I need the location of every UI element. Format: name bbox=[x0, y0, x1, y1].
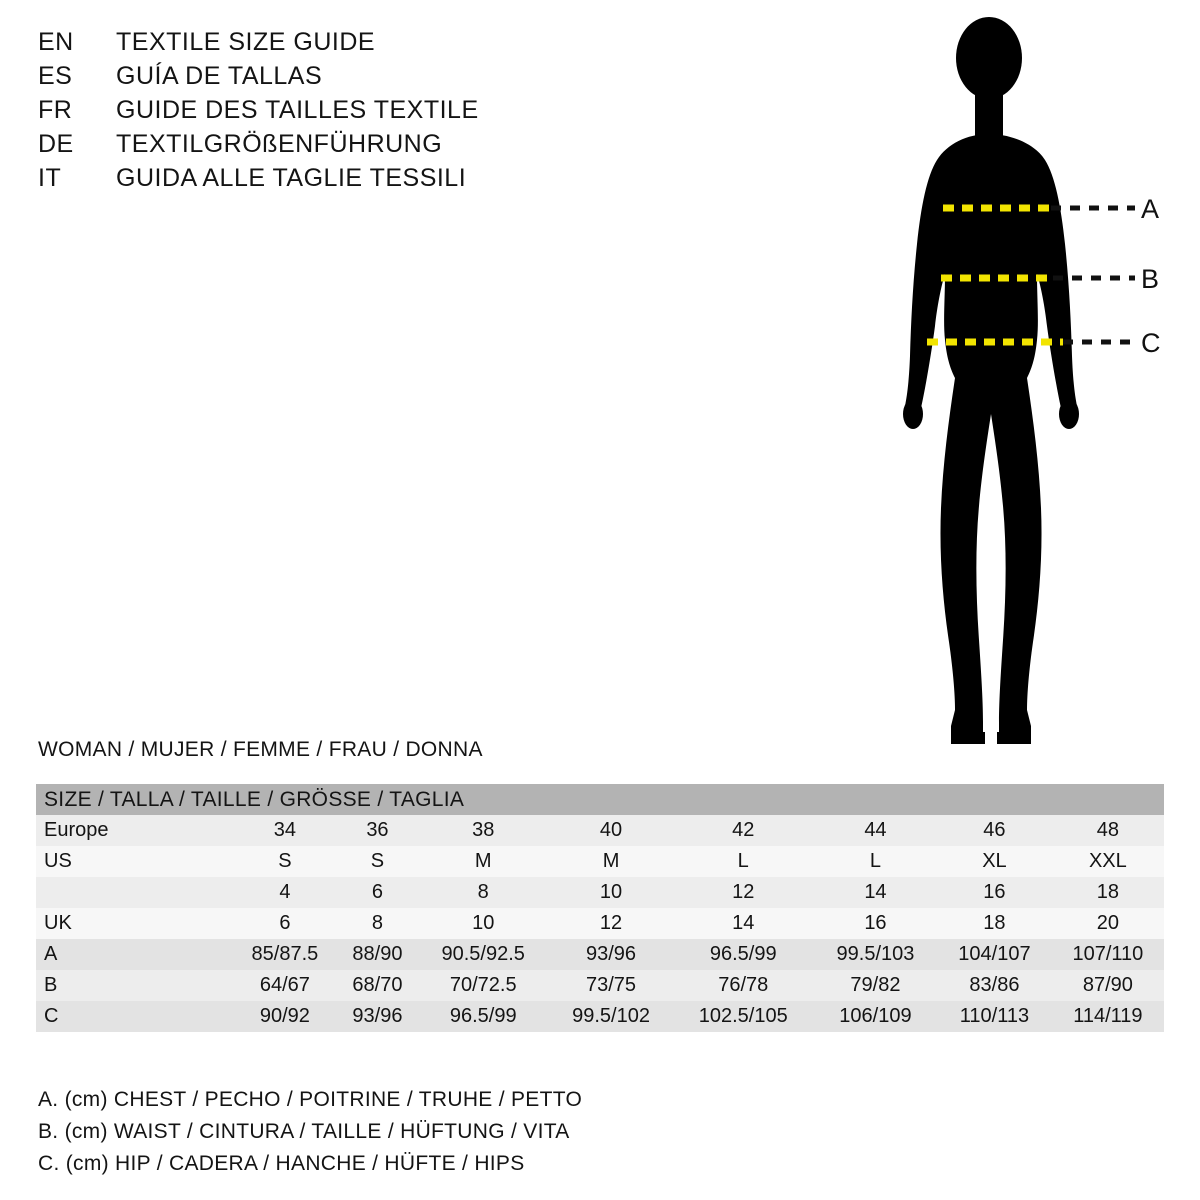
table-cell: 16 bbox=[937, 877, 1052, 908]
table-cell: 79/82 bbox=[814, 970, 937, 1001]
table-cell: 18 bbox=[1052, 877, 1164, 908]
table-cell: 90/92 bbox=[232, 1001, 338, 1032]
table-cell: 16 bbox=[814, 908, 937, 939]
table-cell: 93/96 bbox=[338, 1001, 417, 1032]
size-table bbox=[36, 784, 1164, 1032]
table-cell: L bbox=[673, 846, 814, 877]
table-cell: 48 bbox=[1052, 815, 1164, 846]
body-measurement-figure bbox=[855, 10, 1185, 750]
table-cell: 12 bbox=[549, 908, 672, 939]
language-code-es: ES bbox=[38, 62, 73, 90]
table-cell: 83/86 bbox=[937, 970, 1052, 1001]
table-cell: 42 bbox=[673, 815, 814, 846]
table-header-row bbox=[36, 784, 1164, 815]
language-title-en: TEXTILE SIZE GUIDE bbox=[116, 28, 376, 56]
table-cell: M bbox=[549, 846, 672, 877]
table-header-label: SIZE / TALLA / TAILLE / GRÖSSE / TAGLIA bbox=[36, 784, 1164, 815]
table-cell: 12 bbox=[673, 877, 814, 908]
table-cell: 76/78 bbox=[673, 970, 814, 1001]
language-row-it bbox=[38, 164, 658, 198]
table-cell: 73/75 bbox=[549, 970, 672, 1001]
table-cell: 85/87.5 bbox=[232, 939, 338, 970]
language-title-es: GUÍA DE TALLAS bbox=[116, 62, 323, 90]
table-cell: 114/119 bbox=[1052, 1001, 1164, 1032]
table-cell: 10 bbox=[417, 908, 549, 939]
language-row-en bbox=[38, 28, 658, 62]
table-cell: 107/110 bbox=[1052, 939, 1164, 970]
table-cell: 93/96 bbox=[549, 939, 672, 970]
table-cell: 87/90 bbox=[1052, 970, 1164, 1001]
language-row-fr bbox=[38, 96, 658, 130]
table-cell: S bbox=[232, 846, 338, 877]
table-cell: 70/72.5 bbox=[417, 970, 549, 1001]
table-cell: 40 bbox=[549, 815, 672, 846]
table-cell: 90.5/92.5 bbox=[417, 939, 549, 970]
row-label-uk: UK bbox=[36, 908, 232, 939]
table-cell: XXL bbox=[1052, 846, 1164, 877]
legend-item-b: B. (cm) WAIST / CINTURA / TAILLE / HÜFTUNG / VITA bbox=[38, 1120, 570, 1143]
table-cell: 68/70 bbox=[338, 970, 417, 1001]
table-cell: XL bbox=[937, 846, 1052, 877]
row-label-b: B bbox=[36, 970, 232, 1001]
measure-label-c: C bbox=[1141, 328, 1161, 358]
table-cell: M bbox=[417, 846, 549, 877]
table-cell: 99.5/102 bbox=[549, 1001, 672, 1032]
table-cell: 104/107 bbox=[937, 939, 1052, 970]
table-cell: 18 bbox=[937, 908, 1052, 939]
table-cell: 96.5/99 bbox=[673, 939, 814, 970]
language-title-fr: GUIDE DES TAILLES TEXTILE bbox=[116, 96, 479, 124]
table-cell: 6 bbox=[338, 877, 417, 908]
table-cell: 46 bbox=[937, 815, 1052, 846]
table-cell: 4 bbox=[232, 877, 338, 908]
table-cell: 38 bbox=[417, 815, 549, 846]
table-cell: 34 bbox=[232, 815, 338, 846]
table-cell: 8 bbox=[338, 908, 417, 939]
table-cell: 88/90 bbox=[338, 939, 417, 970]
table-caption: WOMAN / MUJER / FEMME / FRAU / DONNA bbox=[38, 738, 483, 761]
table-cell: 20 bbox=[1052, 908, 1164, 939]
table-cell: 106/109 bbox=[814, 1001, 937, 1032]
language-code-it: IT bbox=[38, 164, 62, 192]
row-label-us: US bbox=[36, 846, 232, 877]
table-cell: 110/113 bbox=[937, 1001, 1052, 1032]
language-title-it: GUIDA ALLE TAGLIE TESSILI bbox=[116, 164, 467, 192]
language-row-de bbox=[38, 130, 658, 164]
legend-item-c: C. (cm) HIP / CADERA / HANCHE / HÜFTE / HIPS bbox=[38, 1152, 525, 1175]
table-cell: 44 bbox=[814, 815, 937, 846]
table-cell: 14 bbox=[673, 908, 814, 939]
table-row bbox=[36, 815, 1164, 846]
table-cell: 10 bbox=[549, 877, 672, 908]
table-cell: 36 bbox=[338, 815, 417, 846]
table-cell: 6 bbox=[232, 908, 338, 939]
table-cell: 64/67 bbox=[232, 970, 338, 1001]
table-cell: 96.5/99 bbox=[417, 1001, 549, 1032]
language-header-list bbox=[38, 28, 658, 198]
table-cell: 102.5/105 bbox=[673, 1001, 814, 1032]
row-label-a: A bbox=[36, 939, 232, 970]
table-cell: 99.5/103 bbox=[814, 939, 937, 970]
female-silhouette-icon bbox=[855, 10, 1185, 750]
language-code-en: EN bbox=[38, 28, 74, 56]
table-row bbox=[36, 846, 1164, 877]
table-cell: 14 bbox=[814, 877, 937, 908]
table-cell: L bbox=[814, 846, 937, 877]
measurement-legend bbox=[38, 1088, 938, 1184]
table-row bbox=[36, 970, 1164, 1001]
language-row-es bbox=[38, 62, 658, 96]
language-code-de: DE bbox=[38, 130, 74, 158]
measure-label-a: A bbox=[1141, 194, 1160, 224]
table-cell: 8 bbox=[417, 877, 549, 908]
row-label-europe: Europe bbox=[36, 815, 232, 846]
table-row bbox=[36, 1001, 1164, 1032]
table-row bbox=[36, 877, 1164, 908]
table-row bbox=[36, 939, 1164, 970]
table-row bbox=[36, 908, 1164, 939]
row-label-c: C bbox=[36, 1001, 232, 1032]
language-title-de: TEXTILGRÖßENFÜHRUNG bbox=[116, 130, 443, 158]
row-label-us-numeric bbox=[36, 877, 232, 908]
table-cell: S bbox=[338, 846, 417, 877]
measure-label-b: B bbox=[1141, 264, 1160, 294]
legend-item-a: A. (cm) CHEST / PECHO / POITRINE / TRUHE / PETTO bbox=[38, 1088, 583, 1111]
language-code-fr: FR bbox=[38, 96, 73, 124]
